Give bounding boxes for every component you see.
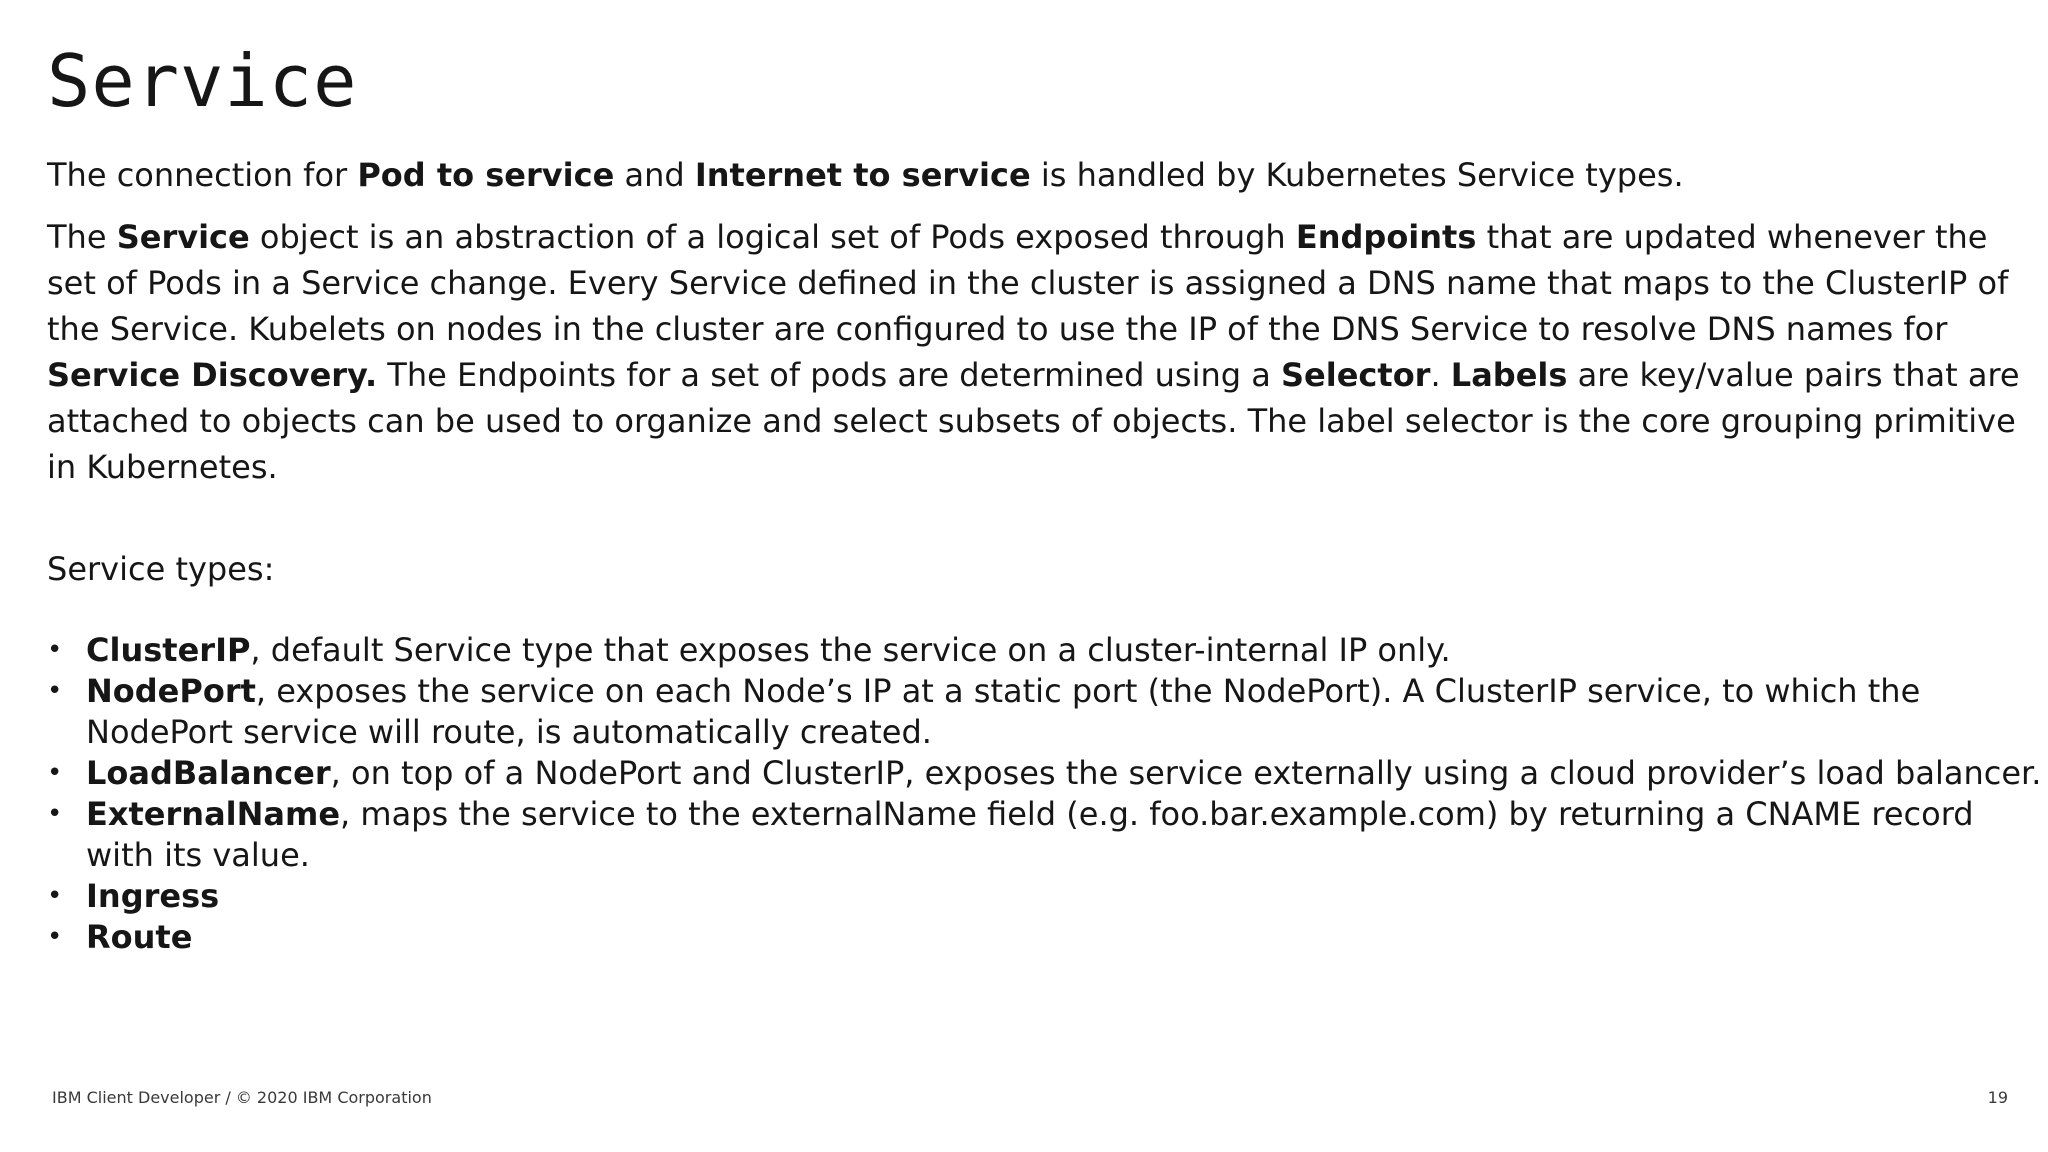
- desc-text-4: The Endpoints for a set of pods are determined using a: [377, 356, 1281, 394]
- list-item: [47, 917, 2046, 958]
- desc-bold-labels: Labels: [1450, 356, 1568, 394]
- desc-bold-endpoints: Endpoints: [1295, 218, 1477, 256]
- service-type-description: , on top of a NodePort and ClusterIP, exposes the service externally using a cloud provider’s load balancer.: [330, 754, 2042, 792]
- intro-bold-internet-to-service: Internet to service: [694, 156, 1031, 194]
- service-types-list: [47, 630, 2042, 958]
- list-item: [47, 630, 2046, 671]
- intro-paragraph: [47, 152, 2027, 198]
- desc-text-6: are key/value pairs that are attached to objects can be used to organize and select subsets of objects. The label selector is the core grouping primitive in Kubernetes.: [47, 356, 2020, 486]
- service-type-description: , maps the service to the externalName field (e.g. foo.bar.example.com) by returning a CNAME record with its value.: [86, 795, 1974, 874]
- bullet-icon: •: [47, 922, 63, 952]
- desc-bold-service-discovery: Service Discovery.: [47, 356, 378, 394]
- service-type-description: , exposes the service on each Node’s IP at a static port (the NodePort). A ClusterIP service, to which the NodePort service will route, is automatically created.: [86, 672, 1921, 751]
- service-type-name: Ingress: [86, 877, 220, 915]
- desc-bold-selector: Selector: [1281, 356, 1431, 394]
- slide-title: Service: [47, 39, 358, 123]
- service-type-name: NodePort: [86, 672, 256, 710]
- desc-text-1: The: [47, 218, 117, 256]
- desc-text-3: that are updated whenever the set of Pods in a Service change. Every Service defined in the cluster is assigned a DNS name that maps to the ClusterIP of the Service. Kubelets on nodes in the cluster are configured to use the IP of the DNS Service to resolve DNS names for: [47, 218, 2009, 348]
- list-item: [47, 876, 2046, 917]
- intro-text-1: The connection for: [47, 156, 358, 194]
- desc-bold-service: Service: [116, 218, 250, 256]
- list-item: [47, 794, 2046, 876]
- slide-content: [47, 152, 2042, 958]
- desc-text-2: object is an abstraction of a logical set of Pods exposed through: [249, 218, 1296, 256]
- service-type-name: LoadBalancer: [86, 754, 331, 792]
- intro-text-3: is handled by Kubernetes Service types.: [1030, 156, 1684, 194]
- bullet-icon: •: [47, 635, 63, 665]
- service-types-heading: Service types:: [47, 550, 275, 588]
- intro-bold-pod-to-service: Pod to service: [357, 156, 615, 194]
- footer-copyright: IBM Client Developer / © 2020 IBM Corporation: [52, 1088, 432, 1107]
- service-type-name: Route: [86, 918, 193, 956]
- list-item: [47, 671, 2046, 753]
- desc-text-5: .: [1430, 356, 1451, 394]
- service-type-name: ClusterIP: [86, 631, 251, 669]
- list-item: [47, 753, 2046, 794]
- intro-text-2: and: [614, 156, 695, 194]
- page-number: 19: [1987, 1088, 2008, 1107]
- service-description-paragraph: [47, 214, 2027, 490]
- bullet-icon: •: [47, 799, 63, 829]
- service-type-description: , default Service type that exposes the service on a cluster-internal IP only.: [250, 631, 1451, 669]
- bullet-icon: •: [47, 758, 63, 788]
- bullet-icon: •: [47, 676, 63, 706]
- bullet-icon: •: [47, 881, 63, 911]
- service-type-name: ExternalName: [86, 795, 341, 833]
